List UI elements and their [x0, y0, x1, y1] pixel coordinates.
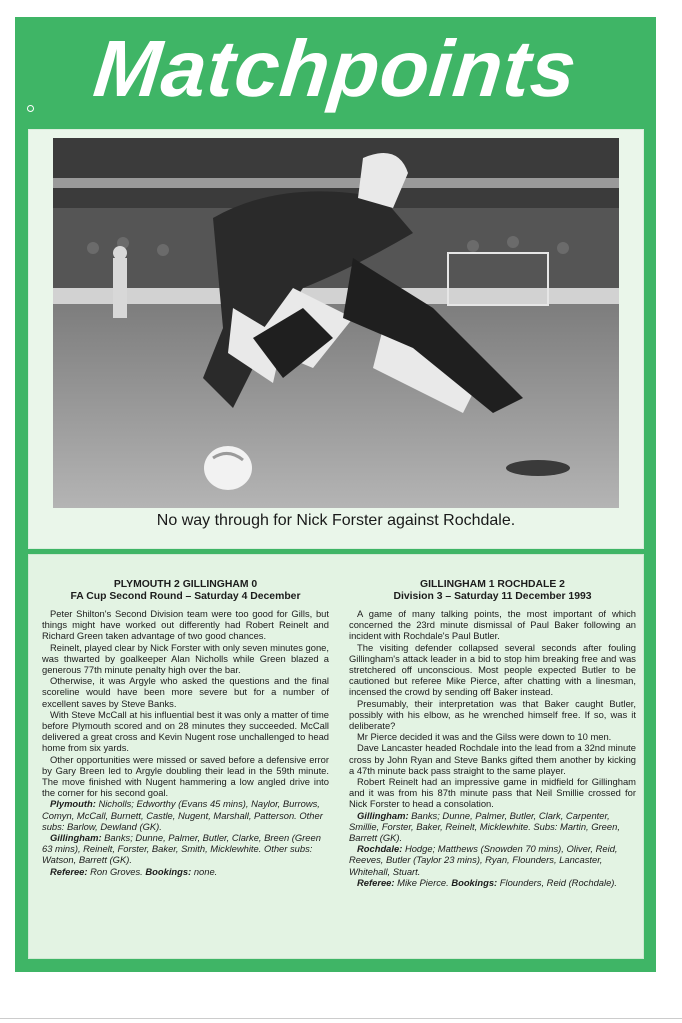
report-paragraph: A game of many talking points, the most important of which concerned the 23rd minute dismissal of Paul Baker following an incident with Rochdale's Paul Butler.	[349, 608, 636, 642]
report-paragraph: The visiting defender collapsed several seconds after fouling Gillingham's attack leader in a bid to stop him breaking free and was stretchered off unconscious. Most people expected Butler to be cautioned but referee Mike Pierce, after chatting with a linesman, incensed the crowd by sending off Baker instead.	[349, 641, 636, 698]
team-lineup-rochdale	[349, 843, 636, 877]
report-paragraph: With Steve McCall at his influential best it was only a matter of time before Plymouth scored and on 28 minutes they succeeded. McCall delivered a great cross and Kevin Nugent rose unchallenged to head home from six yards.	[42, 708, 329, 754]
bookings-text: none.	[193, 865, 218, 877]
report-paragraph: Other opportunities were missed or saved before a defensive error by Gary Breen led to Argyle doubling their lead in the 59th minute. The move finished with Nugent hammering a low angled drive into the corner for his second goal.	[42, 753, 329, 799]
report-paragraph: Robert Reinelt had an impressive game in midfield for Gillingham and it was from his 87th minute pass that Neil Smillie crossed for Nick Forster to head a consolation.	[349, 776, 636, 810]
team-lineup-gillingham	[349, 810, 636, 844]
team-label: Rochdale:	[357, 843, 403, 855]
team-players: Nicholls; Edworthy (Evans 45 mins), Naylor, Burrows, Comyn, McCall, Burnett, Castle, Nugent, Marshall, Patterson. Other subs: Barlow, Dewland (GK).	[42, 798, 323, 832]
match-reports-panel	[28, 554, 644, 959]
bookings-text: Flounders, Reid (Rochdale).	[499, 876, 618, 888]
team-players: Hodge; Matthews (Snowden 70 mins), Oliver, Reid, Reeves, Butler (Taylor 23 mins), Ryan, Flounders, Lancaster, Whitehall, Stuart.	[349, 843, 618, 877]
page-bottom-rule	[0, 1018, 682, 1019]
report-paragraph: Mr Pierce decided it was and the Gilss were down to 10 men.	[357, 731, 612, 743]
team-label: Plymouth:	[50, 798, 96, 810]
photo-panel	[28, 129, 644, 549]
referee-line	[349, 877, 636, 888]
team-players: Banks; Dunne, Palmer, Butler, Clark, Carpenter, Smillie, Forster, Baker, Reinelt, Micklewhite. Subs: Martin, Green, Barrett (GK).	[349, 809, 620, 844]
team-label: Gillingham:	[50, 832, 102, 844]
decorative-dot	[27, 105, 34, 112]
report-paragraph: Presumably, their interpretation was that Baker caught Butler, possibly with his elbow, as he wrenched himself free. If so, was it deliberate?	[349, 697, 636, 732]
referee-label: Referee:	[357, 876, 395, 888]
team-lineup-plymouth	[42, 798, 329, 832]
report-paragraph: Otherwise, it was Argyle who asked the questions and the final scoreline would have been more severe but for a number of excellent saves by Steve Banks.	[42, 675, 329, 709]
report-paragraph: Peter Shilton's Second Division team were too good for Gills, but things might have worked out differently had Robert Reinelt and Richard Green taken advantage of two good chances.	[42, 608, 329, 642]
report-heading: PLYMOUTH 2 GILLINGHAM 0	[113, 579, 258, 590]
referee-label: Referee:	[50, 865, 88, 877]
report-gillingham-rochdale	[349, 567, 636, 888]
matchpoints-frame	[15, 17, 656, 972]
report-paragraph: Reinelt, played clear by Nick Forster with only seven minutes gone, was thwarted by goalkeeper Alan Nicholls while Green blazed a generous 77th minute penalty high over the bar.	[42, 641, 329, 676]
report-plymouth-gillingham	[42, 567, 329, 877]
match-photo-image	[53, 138, 619, 508]
team-lineup-gillingham	[42, 832, 329, 866]
referee-line	[42, 866, 329, 877]
report-subheading: Division 3 – Saturday 11 December 1993	[393, 591, 592, 602]
report-heading: GILLINGHAM 1 ROCHDALE 2	[420, 579, 565, 590]
team-label: Gillingham:	[357, 809, 409, 821]
referee-name: Ron Groves.	[90, 865, 143, 877]
bookings-label: Bookings:	[145, 865, 192, 877]
photo-caption: No way through for Nick Forster against Rochdale.	[156, 512, 516, 529]
report-paragraph: Dave Lancaster headed Rochdale into the lead from a 32nd minute cross by John Ryan and Steve Banks gifted them another by kicking a 47th minute back pass straight to the same player.	[349, 742, 636, 776]
match-photo	[53, 138, 619, 508]
page-title: Matchpoints	[89, 24, 582, 113]
team-players: Banks; Dunne, Palmer, Butler, Clarke, Breen (Green 63 mins), Reinelt, Forster, Baker, Smith, Micklewhite. Other subs: Watson, Barrett (GK).	[42, 832, 321, 866]
report-subheading: FA Cup Second Round – Saturday 4 December	[70, 591, 301, 602]
bookings-label: Bookings:	[451, 876, 498, 888]
referee-name: Mike Pierce.	[397, 876, 449, 888]
